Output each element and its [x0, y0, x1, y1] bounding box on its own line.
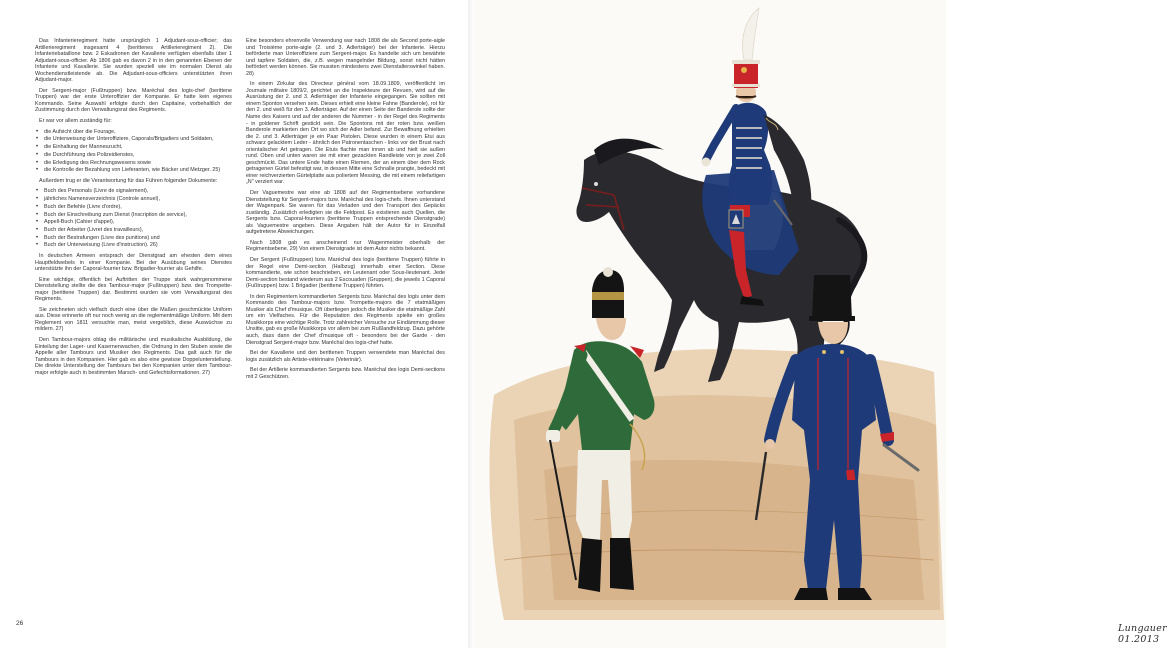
paragraph: In einem Zirkular des Directeur général vom 18.09.1809, veröffentlicht im Journale militaire 1809/2, gerichtet an die Inspekteure der Revuen, wird auf die Ausrüstung der 2. und 3. Adlerträger der Infanterie eingegangen. Sie sollten mit einem Sponton versehen sein. Dieses erhielt eine kleine Fahne (Banderole), rot für den 2. und weiß für den 3. Adlerträger. Auf der einen Seite der Banderole sollte der Name des Kaisers und auf der anderen die Nummer - in der Regel des Regiments - in goldener Schrift gestickt sein. Die Spontons mit der roten bzw. weißen Banderole markierten den Ort wo sich der Adler befand. Zur Bewaffnung erhielten die 2. und 3. Adlerträger je ein Paar Pistolen. Diese wurden in einem Etui aus schwarz gelacktem Leder - ähnlich den Patronentaschen - links vor der Brust nach orientalischer Art getragen. Die Etuis flachte man innen ab und hielt sie außen rund. Oben und unten waren sie mit einer gezackten Randleiste von je zwei Zoll geschmückt. Das untere Ende hatte einen Riemen, der an einem über dem Rock getragenen Gürtel befestigt war, in dessen Mitte eine Schnalle prangte, bedeckt mit einer reichverzierten Gürtelplatte aus poliertem Messing, die mit einem reliefartigen „N" verziert war. — [246, 81, 445, 186]
paragraph: Außerdem trug er die Verantwortung für das Führen folgender Dokumente: — [39, 177, 218, 184]
uniform-illustration — [474, 0, 946, 648]
paragraph: Bei der Artillerie kommandierten Sergents bzw. Maréchal des logis Demi-sections mit 2 Geschützen. — [246, 367, 445, 380]
list-item: • Buch der Bestrafungen (Livre des punitions) und — [35, 235, 232, 242]
paragraph: In den Regimentern kommandierten Sergents bzw. Maréchal des logis unter dem Kommando des Tambour-majors bzw. Trompette-majors die 7 etatmäßigen Musiker als Chef d'musique. Oft übertiegen jedoch die Musiker die etatmäßige Zahl um ein Vielfaches. Für die Reputation des Regiments spielte ein großes Musikkorps eine wichtige Rolle. Trotz zahlreicher Versuche zur Eindämmung dieser Unsitte, gab es große Musikkorps vor allem bei zum Rußlandfeldzug. Dazu gehörte auch, dass dann der Chef d'musique oft - besonders bei der Garde - den Dienstgrad Sergent-major bzw. Maréchal des logis-chef hatte. — [246, 293, 445, 346]
paragraph: Sie zeichneten sich vielfach durch eine über die Maßen geschmückte Uniform aus. Diese erinnerte oft nur noch wenig an die reglementmäßige Uniform. Mit dem Reglement von 1811 versuchte man, meist vergeblich, diese Auswüchse zu mildern. 27) — [35, 306, 232, 333]
paragraph: Der Sergent-major (Fußtruppen) bzw. Maréchal des logis-chef (berittene Truppen) war der erste Unteroffizier der Kompanie. Er hatte kein eigenes Kommando. Seine Auswahl erfolgte durch den Capitaine, vorbehaltlich der Zustimmung durch den Verwaltungsrat des Regiments. — [35, 87, 232, 114]
list-item: • Buch der Arbeiter (Livret des travailleurs), — [35, 227, 232, 234]
paragraph: Der Sergent (Fußtruppen) bzw. Maréchal des logis (berittene Truppen) führte in der Regel eine Demi-section (Halbzug) innerhalb einer Section. Diese kommandierte, wie schon beschrieben, ein Leutenant oder Sous-lieutenant. Jede Demi-section bestand wiederum aus 2 Escouaden (Gruppen), die jeweils 1 Caporal (Fußtruppen) bzw. 1 Brigadier (berittene Truppen) führten. — [246, 256, 445, 290]
left-page — [0, 0, 470, 648]
text-column-1 — [35, 38, 232, 380]
list-item: • Buch der Befehle (Livre d'ordre), — [35, 204, 232, 211]
documents-list — [35, 188, 232, 249]
paragraph: Eine wichtige, öffentlich bei Auftritten der Truppe stark wahrgenommene Dienststellung stellte die des Tambour-major (Fußtruppen) bzw. des Trompette-major (berittene Truppen) dar. Bestimmt wurden sie vom Verwaltungsrat des Regiments. — [35, 276, 232, 303]
paragraph: Den Tambour-majors oblag die militärische und musikalische Ausbildung, die Einteilung der Lager- und Kasernenwachen, die Ordnung in den Stuben sowie die Appelle aller Tambours und Musiker des Regiments. Das galt auch für die Tambours in den Kompanien. Hier gab es also eine gewisse Doppelunterstellung. Die direkte Unterstellung der Tambours bei den Kompanien unter dem Tambour-major erfolgte auch in bestimmten Marsch- und Gefechtsformationen. 27) — [35, 337, 232, 376]
page-number: 26 — [16, 620, 24, 627]
paragraph: Er war vor allem zuständig für: — [39, 118, 112, 125]
list-item: • Buch des Personals (Livre de signalement), — [35, 188, 232, 195]
list-item: • die Unterweisung der Unteroffiziere, Caporals/Brigadiers und Soldaten, — [35, 136, 232, 143]
list-item: • Appell-Buch (Cahier d'appel), — [35, 219, 232, 226]
list-item: • Buch der Unterweisung (Livre d'instruction). 26) — [35, 242, 232, 249]
paragraph: Der Vaguemestre war eine ab 1808 auf der Regimentsebene vorhandene Dienststellung für Sergent-majors bzw. Maréchal des logis-chefs. Ihnen unterstand der Wagenpark. Sie waren für das Verladen und den Transport des Gepäcks zuständig. Zusätzlich erledigten sie die Feldpost. Es existieren auch Quellen, die Sergents bzw. Caporal-fourriers (berittene Truppen entsprechende Dienstgrade) als Vaguemestre angeben. Diese Angaben hält der Autor für in Einzelfall aufgetretene Abweichungen. — [246, 190, 445, 236]
duties-list — [35, 129, 232, 174]
paragraph: Eine besonders ehrenvolle Verwendung war nach 1808 die als Second porte-aigle und Troisième porte-aigle (2. und 3. Adlerträger) bei der Infanterie. Hierzu beförderte man Unteroffiziere zum Sergent-major. Es handelte sich um bewährte und tapfere Soldaten, die, z.B. wegen mangelnder Bildung, sonst nicht hätten befördert werden können. Sie mussten mindestens zwei Dienstalterswinkel haben. 28) — [246, 38, 445, 77]
right-page — [474, 0, 1167, 648]
list-item: • die Aufsicht über die Fourage, — [35, 129, 232, 136]
artist-signature: Lungauer 01.2013 — [1118, 623, 1167, 645]
paragraph: Bei der Kavallerie und den berittenen Truppen verwendete man Maréchal des logis zusätzlich als Artiste-vétérinaire (Veterinär). — [246, 350, 445, 363]
list-item: • Buch der Einschreibung zum Dienst (Inscription de service), — [35, 212, 232, 219]
list-item: • die Erledigung des Rechnungswesens sowie — [35, 160, 232, 167]
paragraph: Das Infanterieregiment hatte ursprünglich 1 Adjudant-sous-officier; das Artillerieregiment insgesamt 4 (berittenes Artillerieregiment 2). Die Infanteriebataillone bzw. 2 Eskadronen der Kavallerie verfügten ebenfalls über 1 Adjudant-sous-officier. Ab 1806 gab es davon 2 in in den genannten Ebenen der Infanterie und Kavallerie. Sie wurden speziell wie im normalen Dienst als Wochendienstleistende ab. Die Adjudant-sous-officiers unterstützten ihren Adjudant-major. — [35, 38, 232, 84]
paragraph: In deutschen Armeen entsprach der Dienstgrad am ehesten dem eines Hauptfeldwebels in einer Kompanie. Bei der Ausübung seines Dienstes unterstützte ihn der Caporal-fourrier bzw. Brigadier-fourrier als Gehilfe. — [35, 253, 232, 273]
text-column-2 — [246, 38, 445, 384]
paragraph: Nach 1808 gab es anscheinend nur Wagenmeister oberhalb der Regimentsebene. 29) Von einem Dienstgrade ist dem Autor nichts bekannt. — [246, 239, 445, 253]
list-item: • die Kontrolle der Bezahlung von Lieferanten, wie Bäcker und Metzger. 25) — [35, 167, 232, 174]
list-item: • die Durchführung des Polizeidienstes, — [35, 152, 232, 159]
list-item: • jährliches Namensverzeichnis (Controle annuel), — [35, 196, 232, 203]
list-item: • die Einhaltung der Manneszucht, — [35, 144, 232, 151]
